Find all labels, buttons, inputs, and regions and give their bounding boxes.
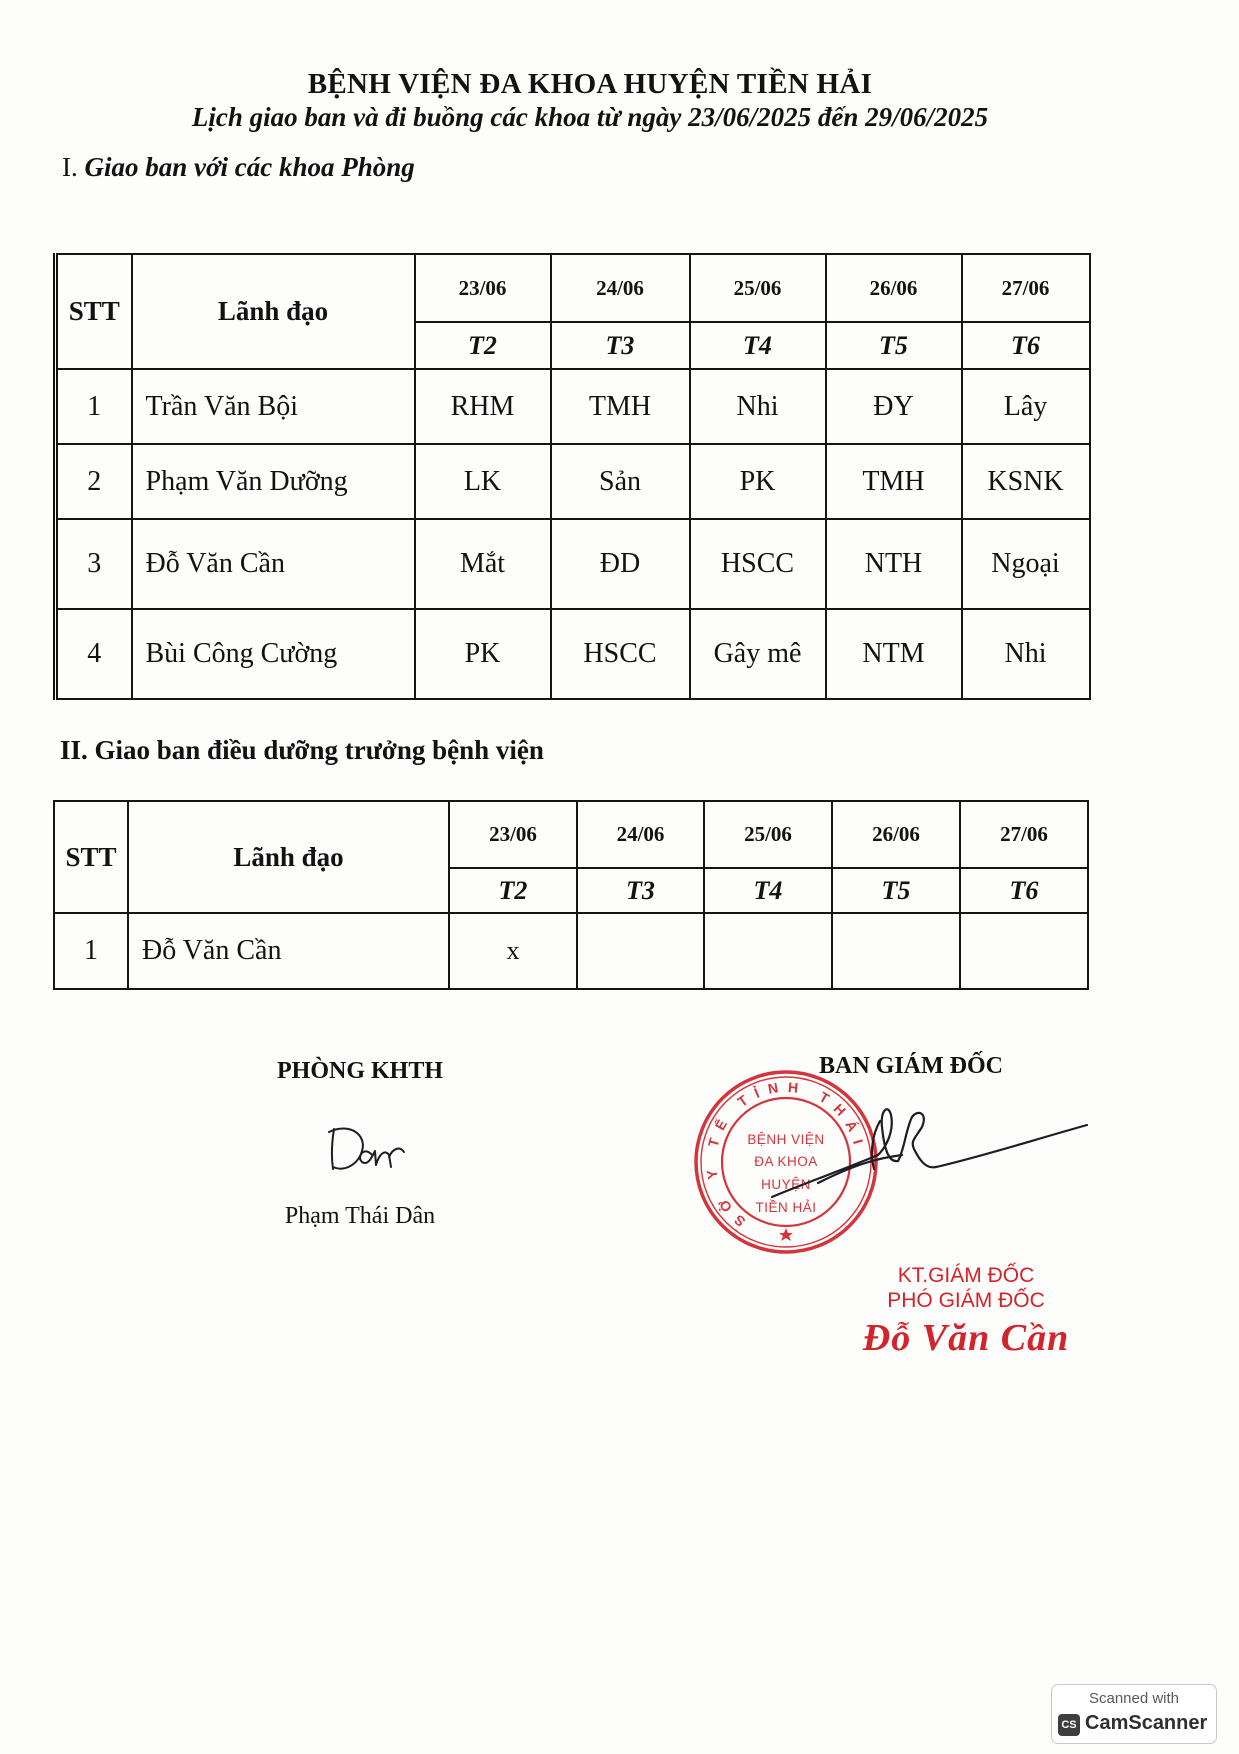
section1-title: Giao ban với các khoa Phòng: [84, 152, 415, 182]
leader-header: Lãnh đạo: [128, 801, 449, 913]
table-header-row: [56, 254, 1090, 322]
assignment-cell: ĐD: [551, 519, 690, 609]
date-header: 27/06: [960, 801, 1088, 868]
assignment-cell: LK: [415, 444, 551, 519]
leader-name: Bùi Công Cường: [132, 609, 415, 699]
date-header: 23/06: [449, 801, 577, 868]
section1-number: I.: [62, 152, 78, 182]
assignment-cell: Sản: [551, 444, 690, 519]
director-signature: [760, 1095, 1095, 1205]
assignment-cell: TMH: [551, 369, 690, 444]
date-header: 26/06: [832, 801, 960, 868]
assignment-cell: Nhi: [962, 609, 1090, 699]
assignment-cell: HSCC: [690, 519, 826, 609]
document-subtitle: Lịch giao ban và đi buồng các khoa từ ngày 23/06/2025 đến 29/06/2025: [191, 102, 989, 132]
deputy-title-line2: PHÓ GIÁM ĐỐC: [887, 1289, 1045, 1312]
table-row: [54, 913, 1088, 989]
deputy-title-line1: KT.GIÁM ĐỐC: [897, 1264, 1035, 1287]
weekday-header: T4: [704, 868, 832, 913]
assignment-cell: TMH: [826, 444, 962, 519]
head-nurse-meeting-table: [53, 800, 1089, 990]
leader-name: Đỗ Văn Cần: [128, 913, 449, 989]
assignment-cell: Mắt: [415, 519, 551, 609]
stt-cell: 1: [56, 369, 132, 444]
table-row: [56, 609, 1090, 699]
seal-center-line: BỆNH VIỆN: [747, 1132, 825, 1147]
planning-office-signer: Phạm Thái Dân: [284, 1203, 436, 1229]
section2-number: II.: [60, 735, 88, 765]
weekday-header: T4: [690, 322, 826, 369]
section2-title: Giao ban điều dưỡng trưởng bệnh viện: [94, 735, 544, 765]
assignment-cell: NTH: [826, 519, 962, 609]
table-row: [56, 519, 1090, 609]
deputy-director-name: Đỗ Văn Cần: [862, 1317, 1070, 1359]
assignment-cell: x: [449, 913, 577, 989]
assignment-cell: NTM: [826, 609, 962, 699]
weekday-header: T3: [551, 322, 690, 369]
table-row: [56, 369, 1090, 444]
assignment-cell: HSCC: [551, 609, 690, 699]
date-header: 27/06: [962, 254, 1090, 322]
assignment-cell: Gây mê: [690, 609, 826, 699]
camscanner-watermark: [1051, 1684, 1217, 1744]
board-of-directors-title: BAN GIÁM ĐỐC: [819, 1053, 1003, 1079]
assignment-cell: [577, 913, 704, 989]
weekday-header: T5: [832, 868, 960, 913]
seal-center-line: TIỀN HẢI: [755, 1200, 817, 1215]
deputy-director-block: [856, 1263, 1076, 1363]
weekday-header: T2: [449, 868, 577, 913]
stt-header: STT: [56, 254, 132, 369]
assignment-cell: PK: [690, 444, 826, 519]
weekday-header: T5: [826, 322, 962, 369]
date-header: 23/06: [415, 254, 551, 322]
assignment-cell: [960, 913, 1088, 989]
date-header: 25/06: [690, 254, 826, 322]
date-header: 24/06: [551, 254, 690, 322]
assignment-cell: ĐY: [826, 369, 962, 444]
table-row: [56, 444, 1090, 519]
seal-ring-text: SỞ Y TẾ TỈNH THÁI: [703, 1078, 867, 1231]
weekday-header: T3: [577, 868, 704, 913]
stt-header: STT: [54, 801, 128, 913]
weekday-header: T6: [960, 868, 1088, 913]
table-header-row: [54, 801, 1088, 868]
seal-center-line: HUYỆN: [761, 1177, 811, 1192]
section1-heading: [62, 151, 415, 183]
planning-office-signature: [320, 1115, 410, 1185]
document-title: BỆNH VIỆN ĐA KHOA HUYỆN TIỀN HẢI: [307, 68, 873, 100]
assignment-cell: Lây: [962, 369, 1090, 444]
weekday-header: T6: [962, 322, 1090, 369]
stt-cell: 4: [56, 609, 132, 699]
stt-cell: 1: [54, 913, 128, 989]
weekday-header: T2: [415, 322, 551, 369]
stt-cell: 2: [56, 444, 132, 519]
assignment-cell: KSNK: [962, 444, 1090, 519]
assignment-cell: PK: [415, 609, 551, 699]
assignment-cell: [704, 913, 832, 989]
assignment-cell: Nhi: [690, 369, 826, 444]
assignment-cell: Ngoại: [962, 519, 1090, 609]
seal-center-line: ĐA KHOA: [754, 1154, 818, 1169]
camscanner-logo-icon: CS: [1058, 1714, 1080, 1736]
watermark-brand: CamScanner: [1085, 1712, 1208, 1734]
leader-header: Lãnh đạo: [132, 254, 415, 369]
assignment-cell: RHM: [415, 369, 551, 444]
assignment-cell: [832, 913, 960, 989]
section2-heading: [60, 734, 544, 766]
leader-name: Phạm Văn Dưỡng: [132, 444, 415, 519]
stt-cell: 3: [56, 519, 132, 609]
planning-office-title: PHÒNG KHTH: [276, 1058, 443, 1084]
leader-name: Đỗ Văn Cần: [132, 519, 415, 609]
date-header: 24/06: [577, 801, 704, 868]
watermark-caption: Scanned with: [1088, 1690, 1180, 1707]
date-header: 25/06: [704, 801, 832, 868]
department-meeting-schedule-table: [53, 253, 1091, 700]
date-header: 26/06: [826, 254, 962, 322]
leader-name: Trần Văn Bội: [132, 369, 415, 444]
